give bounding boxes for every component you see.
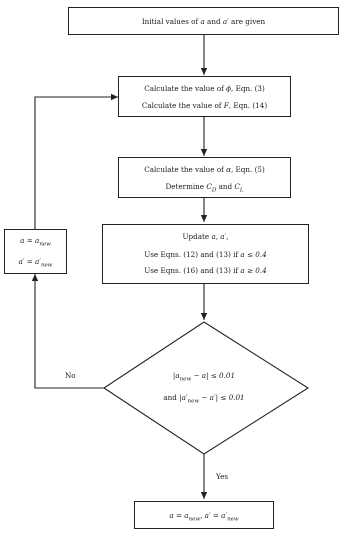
determine-coefficients-line [119, 182, 290, 194]
assign-a-sub: new [39, 241, 51, 248]
start-text-mid: and [204, 17, 223, 26]
decision-diamond [104, 322, 308, 454]
decision-1-open: |a [172, 371, 180, 380]
decision-2-prefix: and [163, 393, 180, 402]
cd-symbol: C [206, 182, 212, 191]
cl-subscript: L [239, 187, 244, 194]
end-part-2: a′ = a′ [204, 511, 228, 520]
decision-2-sub: new [187, 398, 200, 405]
start-text [69, 17, 338, 26]
assign-loop-node [4, 229, 67, 274]
calc-f-prefix: Calculate the value of [141, 101, 224, 110]
cl-symbol: C [234, 182, 240, 191]
calc-alpha-suffix: , Eqn. (5) [230, 165, 265, 174]
determine-mid: and [216, 182, 235, 191]
calc-phi-prefix: Calculate the value of [144, 84, 227, 93]
end-sub-1: new [188, 516, 201, 523]
start-text-prefix: Initial values of [141, 17, 201, 26]
edge-label-yes: Yes [216, 472, 229, 481]
cd-subscript: D [211, 187, 217, 194]
end-node [134, 501, 274, 529]
calc-alpha-prefix: Calculate the value of [144, 165, 227, 174]
edge-label-no: No [65, 371, 76, 380]
rule-1-condition: a ≤ 0.4 [240, 250, 267, 259]
calc-alpha-node [118, 157, 291, 198]
assign-a-prime-lhs: a′ = a′ [18, 257, 41, 266]
start-var-a-prime: a′ [222, 17, 229, 26]
phi-symbol: ϕ [226, 84, 231, 93]
rule-2-condition: a ≥ 0.4 [240, 266, 267, 275]
start-text-suffix: are given [228, 17, 266, 26]
assign-a-prime-line [5, 257, 66, 269]
update-prefix: Update [182, 232, 212, 241]
assign-a-lhs: a = a [20, 236, 40, 245]
calc-alpha-line [119, 165, 290, 174]
end-sub-2: new [227, 516, 239, 523]
decision-1-rest: − a| ≤ 0.01 [191, 371, 236, 380]
decision-line-1 [154, 371, 254, 383]
calc-phi-f-node [118, 76, 291, 117]
calc-f-line [119, 101, 290, 110]
update-line [103, 232, 308, 241]
end-part-1: a = a [169, 511, 189, 520]
end-sep: , [200, 511, 205, 520]
update-rule-1 [103, 250, 308, 259]
decision-1-sub: new [179, 376, 192, 383]
rule-2-prefix: Use Eqns. (16) and (13) if [144, 266, 241, 275]
determine-prefix: Determine [165, 182, 207, 191]
decision-line-2 [144, 393, 264, 405]
start-var-a: a [200, 17, 205, 26]
calc-phi-suffix: , Eqn. (3) [231, 84, 265, 93]
assign-a-line [5, 236, 66, 248]
decision-2-open: |a′ [179, 393, 188, 402]
alpha-symbol: α [226, 165, 231, 174]
calc-phi-line [119, 84, 290, 93]
arrow-assign-to-calc-phi [35, 97, 118, 229]
rule-1-prefix: Use Eqns. (12) and (13) if [144, 250, 241, 259]
f-symbol: F [223, 101, 229, 110]
start-node [68, 7, 339, 35]
decision-2-rest: − a′| ≤ 0.01 [199, 393, 245, 402]
end-text [135, 511, 273, 523]
assign-a-prime-sub: new [40, 262, 53, 269]
update-node [102, 224, 309, 284]
update-rule-2 [103, 266, 308, 275]
update-vars: a, a′, [211, 232, 229, 241]
calc-f-suffix: , Eqn. (14) [228, 101, 268, 110]
